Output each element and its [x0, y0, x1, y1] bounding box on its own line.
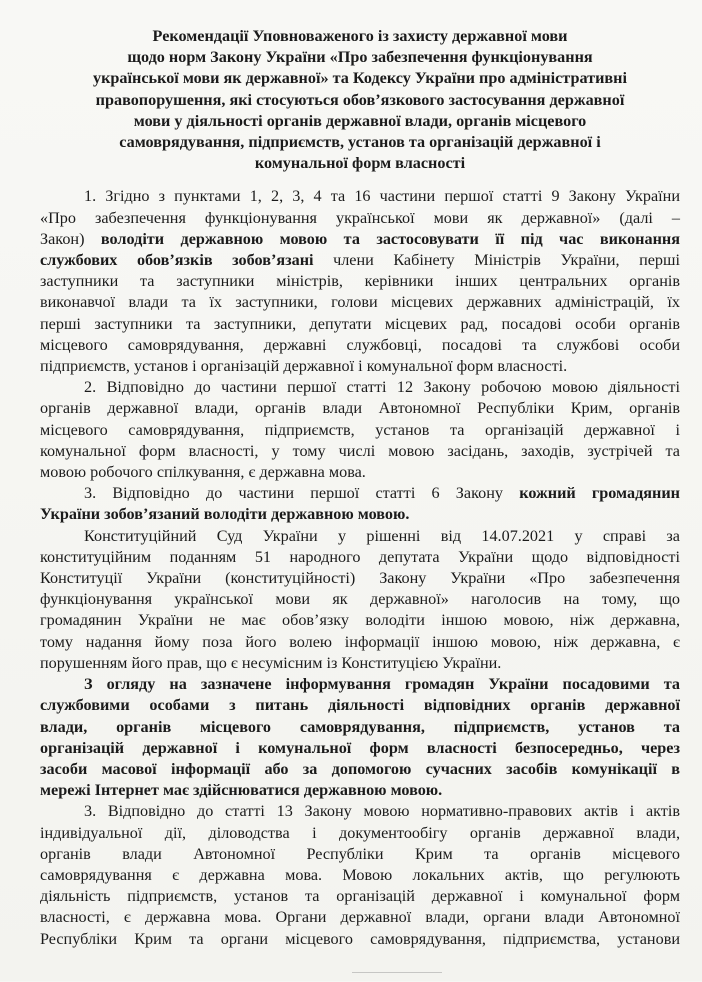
text-line: 3. Відповідно до статті 13 Закону мовою нормативно-правових актів і актів: [84, 802, 680, 821]
text-line: «Про забезпечення функціонування української мови як державної» (далі –: [40, 208, 680, 227]
text-line: Конституційний Суд України у рішенні від 14.07.2021 у справі за: [84, 526, 680, 545]
text-line: Республіки Крим та органи місцевого самоврядування, підприємства, установи: [40, 929, 680, 948]
text-line: комунальної форм власності, у тому числі мовою засідань, заходів, зустрічей та: [40, 441, 680, 460]
paragraph-3: [40, 483, 680, 525]
text-line: виконавчої влади та їх заступники, голови місцевих державних адміністрацій, їх: [40, 293, 680, 312]
text-line: порушенням його прав, що є несумісним із Конституцією України.: [40, 653, 502, 672]
text-line: заступники та заступники міністрів, керівники інших центральних органів: [40, 272, 680, 291]
bold-span: службових обов’язків зобов’язані: [40, 251, 314, 270]
text-line: органів влади Автономної Республіки Крим та органів місцевого: [40, 844, 680, 863]
text-line: З огляду на зазначене інформування громадян України посадовими та: [84, 675, 680, 694]
text-line: діяльність підприємств, установ та організацій державної і комунальної форм: [40, 887, 680, 906]
text-line: органів державної влади, органів влади Автономної Республіки Крим, органів: [40, 399, 680, 418]
text-line: самоврядування є державна мова. Мовою локальних актів, що регулюють: [40, 865, 680, 884]
text-line: місцевого самоврядування, підприємств, установ та організацій державної і: [40, 420, 680, 439]
paragraph-1: [40, 186, 680, 377]
text-line: власності, є державна мова. Органи державної влади, органи влади Автономної: [40, 908, 680, 927]
text-line: 2. Відповідно до частини першої статті 12 Закону робочою мовою діяльності: [84, 378, 680, 397]
text-line: 1. Згідно з пунктами 1, 2, 3, 4 та 16 частини першої статті 9 Закону України: [84, 187, 680, 206]
text-line: організацій державної і комунальної форм власності безпосередньо, через: [40, 738, 680, 757]
text-line: тому надання йому поза його волею інформації іншою мовою, ніж державна, є: [40, 632, 680, 651]
text-line: службовими особами з питань діяльності відповідних органів державної: [40, 696, 680, 715]
text-line: перші заступники та заступники, депутати місцевих рад, посадові особи органів: [40, 314, 680, 333]
text-line: мережі Інтернет має здійснюватися державною мовою.: [40, 781, 443, 800]
text-line: України зобов’язаний володіти державною мовою.: [40, 505, 410, 524]
bold-span: кожний громадянин: [519, 484, 680, 503]
text-line: конституційним поданням 51 народного депутата України щодо відповідності: [40, 547, 680, 566]
title-line: щодо норм Закону України «Про забезпечення функціонування: [127, 48, 593, 67]
text-line: громадянин України не має обов’язку володіти іншою мовою, ніж державна,: [40, 611, 680, 630]
text-line: індивідуальної дії, діловодства і документообігу органів державної влади,: [40, 823, 680, 842]
paragraph-4: [40, 526, 680, 674]
title-line: української мови як державної» та Кодексу України про адміністративні: [93, 69, 627, 88]
text-line: [40, 229, 680, 250]
title-line: самоврядування, підприємств, установ та організацій державної і: [119, 133, 601, 152]
text-line: засоби масової інформації або за допомогою сучасних засобів комунікації в: [40, 759, 680, 778]
document-title: [40, 26, 680, 174]
bold-span: володіти державною мовою та застосовувати її під час виконання: [100, 229, 680, 248]
text-line: місцевого самоврядування, державні службовці, посадові та службові особи: [40, 335, 680, 354]
title-line: мови у діяльності органів державної влади, органів місцевого: [133, 111, 587, 130]
text-span: Закон): [40, 229, 101, 248]
text-line: [40, 483, 680, 504]
text-span: члени Кабінету Міністрів України, перші: [313, 251, 680, 270]
paragraph-2: [40, 377, 680, 483]
text-line: Конституції України (конституційності) Закону України «Про забезпечення: [40, 569, 680, 588]
text-line: підприємств, установ і організацій державної і комунальної форм власності.: [40, 357, 568, 376]
text-line: функціонування української мови як державної» наголосив на тому, що: [40, 590, 680, 609]
paragraph-5: [40, 674, 680, 801]
title-line: правопорушення, які стосуються обов’язкового застосування державної: [95, 90, 625, 109]
text-line: [40, 250, 680, 271]
title-line: Рекомендації Уповноваженого із захисту державної мови: [152, 27, 568, 45]
title-line: комунальної форм власності: [254, 154, 466, 173]
text-line: мовою робочого спілкування, є державна мова.: [40, 463, 366, 482]
paragraph-6: [40, 801, 680, 949]
text-span: 3. Відповідно до частини першої статті 6 Закону: [84, 484, 520, 503]
text-line: влади, органів місцевого самоврядування, підприємств, установ та: [40, 717, 680, 736]
